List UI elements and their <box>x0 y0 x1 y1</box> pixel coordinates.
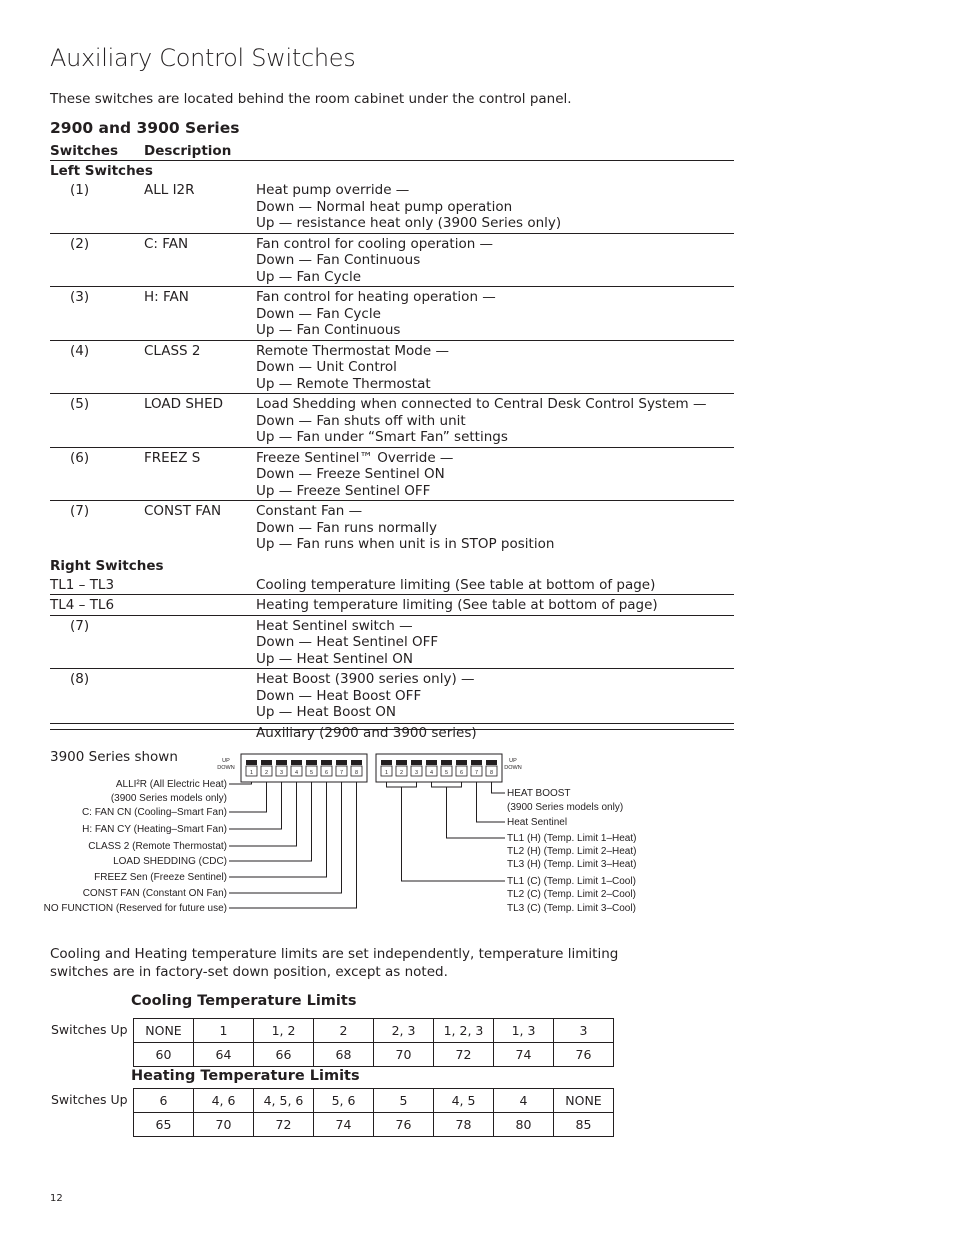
description-line: Down — Normal heat pump operation <box>256 198 513 215</box>
row-divider <box>50 340 734 341</box>
description-line: Down — Heat Boost OFF <box>256 687 422 704</box>
description-line: Fan control for cooling operation — <box>256 235 494 252</box>
left-diagram-label: LOAD SHEDDING (CDC) <box>113 856 227 867</box>
right-diagram-label: (3900 Series models only) <box>507 802 624 813</box>
switch-number: (1) <box>70 182 90 198</box>
leader-line <box>229 782 267 812</box>
switch-number-label: 2 <box>399 770 404 776</box>
description-line: Heat Sentinel switch — <box>256 617 413 634</box>
diagram-caption: 3900 Series shown <box>50 749 178 765</box>
description-line: Up — resistance heat only (3900 Series only) <box>256 215 562 231</box>
description-line: Up — Fan runs when unit is in STOP position <box>256 536 555 552</box>
switch-number: TL4 – TL6 <box>50 597 115 613</box>
switch-toggle <box>456 760 467 765</box>
table-cell: 2 <box>314 1019 374 1043</box>
switch-toggle <box>441 760 452 765</box>
description-line: Up — Remote Thermostat <box>256 375 431 392</box>
description-line: Up — Fan Cycle <box>256 268 362 285</box>
down-label-right: DOWN <box>504 765 522 771</box>
row-divider <box>50 233 734 234</box>
header-description: Description <box>144 143 232 159</box>
row-divider <box>50 500 734 501</box>
switch-description <box>256 671 734 721</box>
description-line: Up — Fan Continuous <box>256 322 401 338</box>
header-rule <box>50 160 734 161</box>
description-line: Down — Fan shuts off with unit <box>256 412 466 429</box>
description-line: Up — Freeze Sentinel OFF <box>256 482 431 499</box>
switch-number: TL1 – TL3 <box>50 576 115 593</box>
heating-temps-row <box>134 1113 614 1137</box>
row-divider <box>50 447 734 448</box>
switch-number-label: 4 <box>294 770 299 776</box>
right-diagram-label: TL2 (H) (Temp. Limit 2–Heat) <box>507 846 637 857</box>
heating-limits-table <box>133 1088 614 1137</box>
description-line: Down — Freeze Sentinel ON <box>256 466 445 482</box>
switch-number-label: 6 <box>459 770 464 776</box>
switch-toggle <box>381 760 392 765</box>
switch-number-label: 1 <box>249 770 254 776</box>
right-switch-block <box>376 754 502 782</box>
table-cell: 3 <box>554 1019 614 1043</box>
description-line: Load Shedding when connected to Central Desk Control System — <box>256 396 707 412</box>
description-line: Down — Heat Sentinel OFF <box>256 634 439 650</box>
table-cell: 4 <box>494 1089 554 1113</box>
table-cell: 72 <box>254 1113 314 1137</box>
heating-title: Heating Temperature Limits <box>131 1068 360 1084</box>
switch-name: CLASS 2 <box>144 342 201 359</box>
left-diagram-label: C: FAN CN (Cooling–Smart Fan) <box>81 807 227 818</box>
switch-toggle <box>351 760 362 765</box>
table-bottom-rule <box>50 729 734 730</box>
left-diagram-label: CONST FAN (Constant ON Fan) <box>82 888 227 899</box>
table-cell: 5, 6 <box>314 1089 374 1113</box>
right-switches-heading: Right Switches <box>50 557 164 574</box>
switch-number: (4) <box>70 342 90 359</box>
cooling-limits-table <box>133 1018 614 1067</box>
switch-number-label: 5 <box>444 770 449 776</box>
switch-number-label: 8 <box>354 770 359 776</box>
switch-description <box>256 343 734 393</box>
switch-number-label: 4 <box>429 770 434 776</box>
left-diagram-label: H: FAN CY (Heating–Smart Fan) <box>82 824 227 835</box>
leader-line <box>229 782 357 908</box>
table-cell: 78 <box>434 1113 494 1137</box>
leader-line <box>447 787 506 838</box>
series-heading: 2900 and 3900 Series <box>50 119 240 137</box>
right-diagram-label: HEAT BOOST <box>507 788 571 799</box>
left-switches-heading: Left Switches <box>50 163 153 179</box>
left-diagram-label: (3900 Series models only) <box>110 793 227 804</box>
cooling-switches-row <box>134 1019 614 1043</box>
heating-row-label: Switches Up <box>51 1092 128 1107</box>
right-diagram-label: TL1 (C) (Temp. Limit 1–Cool) <box>507 876 636 887</box>
switch-toggle <box>396 760 407 765</box>
right-diagram-label: TL1 (H) (Temp. Limit 1–Heat) <box>507 833 637 844</box>
switch-number-label: 8 <box>489 770 494 776</box>
description-line: Fan control for heating operation — <box>256 289 496 305</box>
description-line: Down — Fan Cycle <box>256 305 381 322</box>
switch-name: CONST FAN <box>144 503 222 519</box>
switch-toggle <box>306 760 317 765</box>
right-diagram-label: TL3 (H) (Temp. Limit 3–Heat) <box>507 859 637 870</box>
description-line: Heat pump override — <box>256 182 410 198</box>
row-divider <box>50 615 734 616</box>
switch-name: LOAD SHED <box>144 396 223 412</box>
switch-toggle <box>321 760 332 765</box>
row-divider <box>50 393 734 394</box>
row-divider <box>50 723 734 724</box>
switch-number-label: 7 <box>339 770 344 776</box>
switch-name: FREEZ S <box>144 449 201 466</box>
switch-description <box>256 618 734 668</box>
row-divider <box>50 668 734 669</box>
cooling-temps-row <box>134 1043 614 1067</box>
table-cell: 60 <box>134 1043 194 1067</box>
cooling-row-label: Switches Up <box>51 1022 128 1037</box>
switch-number: (3) <box>70 289 90 305</box>
leader-line <box>492 782 506 793</box>
table-cell: 1, 2 <box>254 1019 314 1043</box>
switch-description <box>256 236 734 286</box>
description-line: Freeze Sentinel™ Override — <box>256 449 454 466</box>
table-cell: 6 <box>134 1089 194 1113</box>
cooling-title: Cooling Temperature Limits <box>131 993 357 1009</box>
row-divider <box>50 594 734 595</box>
description-line: Remote Thermostat Mode — <box>256 342 449 359</box>
up-label-right: UP <box>509 758 517 764</box>
limits-note: Cooling and Heating temperature limits are set independently, temperature limiting switches are in factory-set down position, except as noted. <box>50 946 619 980</box>
description-line: Cooling temperature limiting (See table at bottom of page) <box>256 576 656 593</box>
switch-toggle <box>246 760 257 765</box>
switch-number-label: 7 <box>474 770 479 776</box>
leader-line <box>229 782 282 829</box>
switch-diagram <box>0 745 954 925</box>
switch-number-label: 2 <box>264 770 269 776</box>
table-cell: 2, 3 <box>374 1019 434 1043</box>
table-cell: NONE <box>554 1089 614 1113</box>
switch-number-label: 3 <box>279 770 284 776</box>
switch-description <box>256 182 734 232</box>
leader-line <box>229 782 297 846</box>
table-cell: 68 <box>314 1043 374 1067</box>
switch-number: (8) <box>70 671 90 687</box>
table-cell: 74 <box>314 1113 374 1137</box>
table-cell: 85 <box>554 1113 614 1137</box>
table-cell: 5 <box>374 1089 434 1113</box>
down-label-left: DOWN <box>217 765 235 771</box>
table-cell: NONE <box>134 1019 194 1043</box>
switch-toggle <box>336 760 347 765</box>
bracket-line <box>387 782 417 787</box>
switch-number-label: 6 <box>324 770 329 776</box>
intro-text: These switches are located behind the room cabinet under the control panel. <box>50 91 572 107</box>
table-cell: 66 <box>254 1043 314 1067</box>
table-cell: 4, 5 <box>434 1089 494 1113</box>
table-cell: 1, 3 <box>494 1019 554 1043</box>
description-line: Down — Fan runs normally <box>256 519 438 536</box>
table-cell: 64 <box>194 1043 254 1067</box>
switch-name: ALL I2R <box>144 182 195 198</box>
right-diagram-label: Heat Sentinel <box>507 817 568 828</box>
description-line: Down — Fan Continuous <box>256 252 421 268</box>
table-cell: 1, 2, 3 <box>434 1019 494 1043</box>
left-switch-block <box>241 754 367 782</box>
switch-toggle <box>471 760 482 765</box>
switch-name: C: FAN <box>144 235 189 252</box>
switch-toggle <box>261 760 272 765</box>
page-title: Auxiliary Control Switches <box>50 44 356 72</box>
table-cell: 76 <box>554 1043 614 1067</box>
table-cell: 72 <box>434 1043 494 1067</box>
header-switches: Switches <box>50 143 119 159</box>
switch-description <box>256 289 734 339</box>
description-line: Up — Heat Sentinel ON <box>256 650 413 667</box>
leader-line <box>477 782 506 822</box>
auxiliary-line: Auxiliary (2900 and 3900 series) <box>256 724 477 741</box>
right-diagram-label: TL3 (C) (Temp. Limit 3–Cool) <box>507 903 636 914</box>
leader-line <box>402 787 506 881</box>
description-line: Heating temperature limiting (See table at bottom of page) <box>256 597 658 613</box>
description-line: Constant Fan — <box>256 503 363 519</box>
page-number: 12 <box>50 1193 63 1204</box>
switch-toggle <box>291 760 302 765</box>
switch-toggle <box>276 760 287 765</box>
switch-number: (7) <box>70 503 90 519</box>
switch-toggle <box>426 760 437 765</box>
leader-line <box>229 782 342 893</box>
switch-description <box>256 396 734 446</box>
leader-line <box>229 782 312 861</box>
switch-number-label: 3 <box>414 770 419 776</box>
table-cell: 74 <box>494 1043 554 1067</box>
table-cell: 65 <box>134 1113 194 1137</box>
switch-number: (6) <box>70 449 90 466</box>
table-cell: 76 <box>374 1113 434 1137</box>
table-cell: 1 <box>194 1019 254 1043</box>
description-line: Heat Boost (3900 series only) — <box>256 671 475 687</box>
description-line: Up — Heat Boost ON <box>256 704 396 720</box>
switch-description <box>256 577 734 594</box>
table-cell: 70 <box>374 1043 434 1067</box>
left-diagram-label: FREEZ Sen (Freeze Sentinel) <box>94 872 227 883</box>
right-diagram-label: TL2 (C) (Temp. Limit 2–Cool) <box>507 889 636 900</box>
switch-toggle <box>411 760 422 765</box>
left-diagram-label: ALLI²R (All Electric Heat) <box>115 779 227 790</box>
left-diagram-label: NO FUNCTION (Reserved for future use) <box>43 903 227 914</box>
heating-switches-row <box>134 1089 614 1113</box>
switch-number: (7) <box>70 617 90 634</box>
switch-toggle <box>486 760 497 765</box>
up-label-left: UP <box>222 758 230 764</box>
switch-name: H: FAN <box>144 289 189 305</box>
table-cell: 4, 5, 6 <box>254 1089 314 1113</box>
table-cell: 80 <box>494 1113 554 1137</box>
switch-number-label: 5 <box>309 770 314 776</box>
switch-description <box>256 503 734 553</box>
description-line: Down — Unit Control <box>256 359 397 375</box>
switch-number: (5) <box>70 396 90 412</box>
table-cell: 4, 6 <box>194 1089 254 1113</box>
switch-number-label: 1 <box>384 770 389 776</box>
left-diagram-label: CLASS 2 (Remote Thermostat) <box>88 841 227 852</box>
bracket-line <box>432 782 462 787</box>
row-divider <box>50 286 734 287</box>
table-cell: 70 <box>194 1113 254 1137</box>
switch-description <box>256 597 734 614</box>
description-line: Up — Fan under “Smart Fan” settings <box>256 429 508 445</box>
switch-number: (2) <box>70 235 90 252</box>
switch-description <box>256 450 734 500</box>
